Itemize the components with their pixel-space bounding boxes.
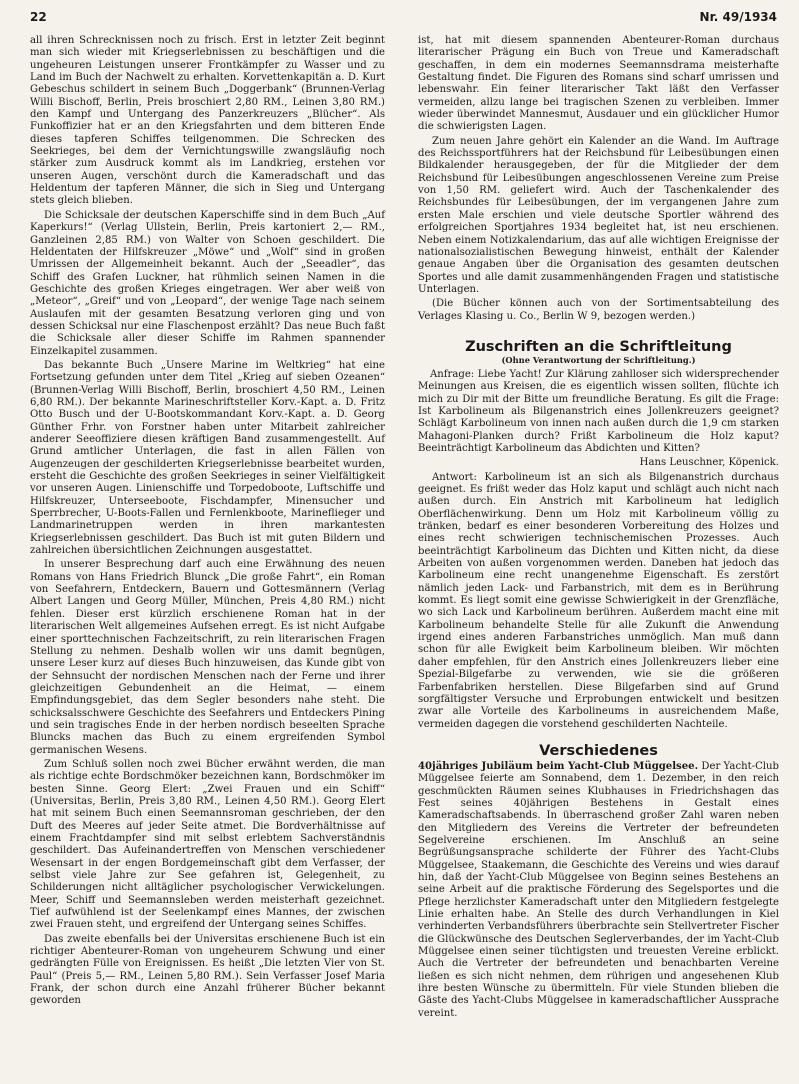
paragraph: In unserer Besprechung darf auch eine Erwähnung des neuen Romans von Hans Friedrich Blunck „Die große Fahrt“, ein Roman von Seefahrern, Entdeckern, Bauern und Gottesmännern (Verlag Albert Langen und Georg Müller, München, Preis 4,80 RM.) nicht fehlen. Dieser erst kürzlich erschienene Roman hat in der literarischen Welt allgemeines Aufsehen erregt. Es ist nicht Aufgabe einer sporttechnischen Fachzeitschrift, zu rein literarischen Fragen Stellung zu nehmen. Deshalb wollen wir uns damit begnügen, unsere Leser kurz auf dieses Buch hinzuweisen, das Kunde gibt von der Sehnsucht der nordischen Menschen nach der Ferne und ihrer gleichzeitigen Gebundenheit an die Heimat, — einem Empfindungsgebiet, das dem Segler besonders nahe steht. Die schicksalsschwere Geschichte des Seefahrers und Entdeckers Pining und sein tragisches Ende in der herben nordisch beseelten Sprache Bluncks machen das Buch zu einem ergreifenden Symbol germanischen Wesens. — [30, 559, 385, 756]
left-column — [30, 35, 385, 1010]
paragraph: Die Schicksale der deutschen Kaperschiffe sind in dem Buch „Auf Kaperkurs!“ (Verlag Ullstein, Berlin, Preis kartoniert 2,— RM., Ganzleinen 2,85 RM.) von Walter von Schoen geschildert. Die Heldentaten der Hilfskreuzer „Möwe“ und „Wolf“ sind in großen Umrissen der Allgemeinheit bekannt. Auch der „Seeadler“, das Schiff des Grafen Luckner, hat rühmlich seinen Namen in die Geschichte des großen Krieges eingetragen. Wer aber weiß von „Meteor“, „Greif“ und von „Leopard“, der wenige Tage nach seinem Auslaufen mit der gesamten Besatzung verloren ging und von dessen Schicksal nur eine Flaschenpost erzählt? Das neue Buch faßt die Schicksale aller dieser Schiffe im Rahmen spannender Einzelkapitel zusammen. — [30, 209, 385, 357]
reader-question: Anfrage: Liebe Yacht! Zur Klärung zahlloser sich widersprechender Meinungen aus Kreisen, die es eigentlich wissen sollten, flüchte ich mich zu Dir mit der Bitte um freundliche Beratung. Es gilt die Frage: Ist Karbolineum als Bilgenanstrich eines Jollenkreuzers geeignet? Schlägt Karbolineum von innen nach außen durch die 1,9 cm starken Mahagoni-Planken durch? Frißt Karbolineum die Holz kaput? Beeinträchtigt Karbolineum das Abdichten und Kitten? — [418, 368, 779, 454]
misc-article-subhead: 40jähriges Jubiläum beim Yacht-Club Müggelsee. — [418, 760, 699, 772]
paragraph: all ihren Schrecknissen noch zu frisch. Erst in letzter Zeit beginnt man sich wieder mit Kriegserlebnissen zu beschäftigen und die ungeheuren Leistungen unserer Frontkämpfer zu Wasser und zu Land im Buch der Nachwelt zu erhalten. Korvettenkapitän a. D. Kurt Gebeschus schildert in seinem Buch „Doggerbank“ (Brunnen-Verlag Willi Bischoff, Berlin, Preis broschiert 2,80 RM., Leinen 3,80 RM.) den Kampf und Untergang des Panzerkreuzers „Blücher“. Als Funkoffizier hat er an den Kriegsfahrten und dem bitteren Ende dieses tapferen Schiffes teilgenommen. Die Schrecken des Seekrieges, bei dem der Vernichtungswille zwangsläufig noch stärker zum Ausdruck kommt als im Landkrieg, erstehen vor unseren Augen, verschönt durch die Kameradschaft und das Heldentum der tapferen Männer, die sich in Sieg und Untergang stets gleich blieben. — [30, 35, 385, 207]
editor-answer: Antwort: Karbolineum ist an sich als Bilgenanstrich durchaus geeignet. Es frißt weder das Holz kaput und schlägt auch nicht nach außen durch. Ein Anstrich mit Karbolineum hat lediglich Oberflächenwirkung. Denn um Holz mit Karbolineum völlig zu tränken, bedarf es einer besonderen Vorbereitung des Holzes und eines recht schwierigen technischemischen Prozesses. Auch beeinträchtigt Karbolineum das Dichten und Kitten nicht, da diese Arbeiten von außen vorgenommen werden. Daneben hat jedoch das Karbolineum eine recht unangenehme Eigenschaft. Es zerstört nämlich jeden Lack- und Farbanstrich, mit dem es in Berührung kommt. Es liegt somit eine gewisse Schwierigkeit in der Grenzfläche, wo sich Lack und Karbolineum berühren. Außerdem macht eine mit Karbolineum behandelte Stelle für alle Zukunft die Anwendung irgend eines anderen Farbanstriches unmöglich. Man muß dann schon für alle Ewigkeit beim Karbolineum bleiben. Wir möchten daher empfehlen, für den Anstrich eines Jollenkreuzers lieber eine Spezial-Bilgefarbe zu verwenden, wie sie die größeren Farbenfabriken herstellen. Diese Bilgefarben sind auf Grund sorgfältigster Versuche und Erprobungen entwickelt und besitzen zwar alle Vorteile des Karbolineums in ausreichendem Maße, vermeiden dagegen die vorstehend geschilderten Nachteile. — [418, 471, 779, 730]
misc-article-body: Der Yacht-Club Müggelsee feierte am Sonnabend, dem 1. Dezember, in den reich geschmückten Räumen seines Klubhauses in Friedrichshagen das Fest seines 40jährigen Bestehens in Gestalt eines Kameradschaftsabends. In überraschend großer Zahl waren neben den Mitgliedern des Vereins die Vertreter der befreundeten Segelvereine erschienen. Im Anschluß an seine Begrüßungsansprache schilderte der Führer des Yacht-Clubs Müggelsee, Staakemann, die Geschichte des Vereins und wies darauf hin, daß der Yacht-Club Müggelsee von Beginn seines Bestehens an seine Arbeit auf die praktische Förderung des Segelsportes und die Pflege herzlichster Kameradschaft unter den Mitgliedern festgelegte Linie erhalten habe. An Stelle des durch Verhandlungen in Kiel verhinderten Verbandsführers überbrachte sein Stellvertreter Fischer die Glückwünsche des Deutschen Seglerverbandes, der im Yacht-Club Müggelsee einen seiner tüchtigsten und treuesten Vereine erblickt. Auch die Vertreter der befreundeten und benachbarten Vereine ließen es sich nicht nehmen, dem rührigen und angesehenen Klub ihre besten Wünsche zu übermitteln. Für viele Stunden blieben die Gäste des Yacht-Clubs Müggelsee in kameradschaftlicher Aussprache vereint. — [418, 760, 779, 1019]
paragraph: Das zweite ebenfalls bei der Universitas erschienene Buch ist ein richtiger Abenteurer-Roman von ungeheurem Schwung und einer gedrängten Fülle von Ereignissen. Es heißt „Die letzten Vier von St. Paul“ (Preis 5,— RM., Leinen 5,80 RM.). Sein Verfasser Josef Maria Frank, der schon durch eine Anzahl früherer Bücher bekannt geworden — [30, 933, 385, 1007]
paragraph: Das bekannte Buch „Unsere Marine im Weltkrieg“ hat eine Fortsetzung gefunden unter dem Titel „Krieg auf sieben Ozeanen“ (Brunnen-Verlag Willi Bischoff, Berlin, broschiert 4,50 RM., Leinen 6,80 RM.). Der bekannte Marineschriftsteller Korv.-Kapt. a. D. Fritz Otto Busch und der U-Bootskommandant Korv.-Kapt. a. D. Georg Günther Frhr. von Forstner haben unter Mitarbeit zahlreicher anderer Seeoffiziere diesen kräftigen Band zusammengestellt. Auf Grund amtlicher Unterlagen, die fast in allen Fällen von Augenzeugen der geschilderten Kriegserlebnisse bearbeitet wurden, ersteht die Geschichte des großen Seekrieges in seiner Vielfältigkeit vor unseren Augen. Linienschiffe und Torpedoboote, Luftschiffe und Hilfskreuzer, Unterseeboote, Fischdampfer, Minensucher und Sperrbrecher, U-Boots-Fallen und Fernlenkboote, Marineflieger und Landmarinetruppen werden in ihren markantesten Kriegserlebnissen geschildert. Das Buch ist mit guten Bildern und zahlreichen übersichtlichen Zeichnungen ausgestattet. — [30, 359, 385, 557]
paragraph: ist, hat mit diesem spannenden Abenteurer-Roman durchaus literarischer Prägung ein Buch von Treue und Kameradschaft geschaffen, in dem ein modernes Seemannsdrama meisterhafte Gestaltung findet. Die Figuren des Romans sind scharf umrissen und lebenswahr. Ein feiner literarischer Takt läßt den Verfasser vermeiden, allzu lange bei tragischen Szenen zu verbleiben. Immer wieder überwindet Mannesmut, Ausdauer und ein glücklicher Humor die schwierigsten Lagen. — [418, 35, 779, 133]
question-signature: Hans Leuschner, Köpenick. — [639, 457, 779, 469]
page-header — [30, 8, 777, 28]
letters-section-subtitle: (Ohne Verantwortung der Schriftleitung.) — [501, 354, 696, 365]
page-number: 22 — [30, 10, 47, 24]
issue-number: Nr. 49/1934 — [699, 10, 777, 24]
paragraph: Zum Schluß sollen noch zwei Bücher erwähnt werden, die man als richtige echte Bordschmöker bezeichnen kann, Bordschmöker im besten Sinne. Georg Elert: „Zwei Frauen und ein Schiff“ (Universitas, Berlin, Preis 3,80 RM., Leinen 4,50 RM.). Georg Elert hat mit seinem Buch einen Seemannsroman geschrieben, der den Duft des Meeres auf jeder Seite atmet. Die Bordverhältnisse auf einem Frachtdampfer sind mit selbst erlebtem Sachverständnis geschildert. Das Aufeinandertreffen von Menschen verschiedener Wesensart in der engen Bordgemeinschaft gibt dem Verfasser, der selbst viele Jahre zur See gefahren ist, Gelegenheit, zu Schilderungen nicht alltäglicher psychologischer Verwickelungen. Meer, Schiff und Seemannsleben werden meisterhaft gezeichnet. Tief aufwühlend ist der Seelenkampf eines Mannes, der zwischen zwei Frauen steht, und ergreifend der Untergang seines Schiffes. — [30, 758, 385, 931]
paragraph: (Die Bücher können auch von der Sortimentsabteilung des Verlages Klasing u. Co., Berlin W 9, bezogen werden.) — [418, 298, 779, 322]
misc-section-title: Verschiedenes — [539, 742, 658, 759]
right-column — [418, 35, 779, 1022]
misc-article — [418, 761, 779, 1020]
paragraph: Zum neuen Jahre gehört ein Kalender an die Wand. Im Auftrage des Reichssportführers hat der Reichsbund für Leibesübungen einen Bildkalender herausgegeben, der für die Mitglieder der dem Reichsbund für Leibesübungen angeschlossenen Vereine zum Preise von 1,50 RM. geliefert wird. Auch der Taschenkalender des Reichsbundes für Leibesübungen, der im vergangenen Jahre zum ersten Male erschien und viele deutsche Sportler während des erfolgreichen Sportjahres 1934 begleitet hat, ist neu erschienen. Neben einem Notizkalendarium, das auf alle wichtigen Ereignisse der nationalsozialistischen Bewegung hinweist, enthält der Kalender genaue Angaben über die Organisation des gesamten deutschen Sportes und alle damit zusammenhängenden Fragen und statistische Unterlagen. — [418, 135, 779, 295]
letters-section-title: Zuschriften an die Schriftleitung — [465, 338, 732, 355]
